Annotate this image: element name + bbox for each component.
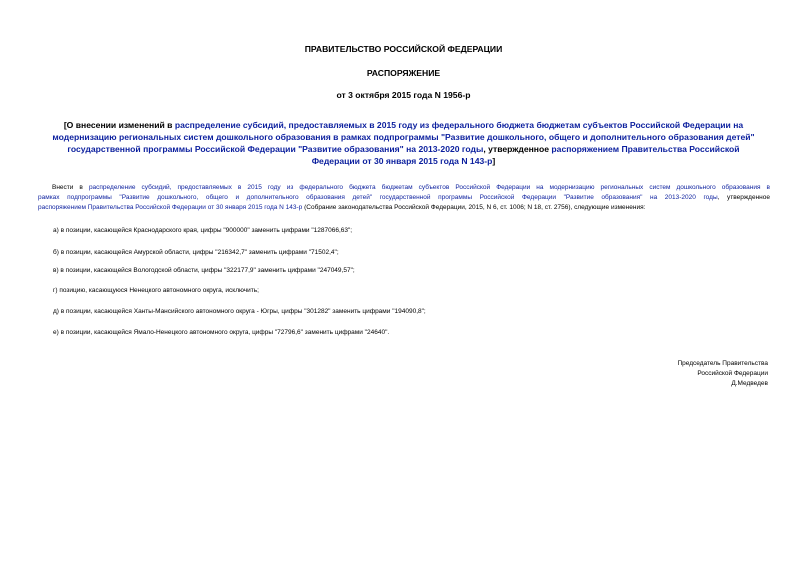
title-line-3	[38, 143, 769, 155]
title-line-4	[38, 155, 769, 167]
title-text: , утвержденное	[483, 144, 552, 154]
document-date-number: от 3 октября 2015 года N 1956-р	[336, 90, 471, 100]
title-line-1	[38, 119, 769, 131]
intro-link-distribution-cont[interactable]: рамках подпрограммы "Развитие дошкольного, общего и дополнительного образования детей" государственной программы Российской Федерации "Развитие образования" на 2013-2020 годы	[38, 193, 718, 201]
signatory-name: Д.Медведев	[731, 380, 768, 387]
intro-line-2	[38, 193, 770, 203]
intro-line-3	[38, 203, 770, 213]
intro-paragraph	[38, 183, 770, 212]
title-link-distribution-cont[interactable]: модернизацию региональных систем дошкольного образования в рамках подпрограммы "Развитие дошкольного, общего и дополнительного образования детей"	[52, 132, 755, 142]
intro-link-distribution[interactable]: распределение субсидий, предоставляемых в 2015 году из федерального бюджета бюджетам субъектов Российской Федерации на модернизацию региональных систем дошкольного образования в	[88, 184, 770, 191]
document-title	[38, 119, 769, 167]
signatory-position: Председатель Правительства	[677, 360, 768, 367]
title-link-order-cont[interactable]: Федерации от 30 января 2015 года N 143-р	[311, 156, 493, 166]
amendment-item: д) в позиции, касающейся Ханты-Мансийского автономного округа - Югры, цифры "301282" заменить цифрами "194090,8";	[53, 308, 426, 315]
title-link-program[interactable]: государственной программы Российской Федерации "Развитие образования" на 2013-2020 годы	[67, 144, 484, 154]
amendment-item: г) позицию, касающуюся Ненецкого автономного округа, исключить;	[53, 287, 259, 294]
title-link-distribution[interactable]: распределение субсидий, предоставляемых в 2015 году из федерального бюджета бюджетам субъектов Российской Федерации на	[174, 120, 744, 130]
amendment-item: а) в позиции, касающейся Краснодарского края, цифры "900000" заменить цифрами "1287066,63";	[53, 227, 353, 234]
signatory-position-cont: Российской Федерации	[697, 370, 768, 377]
intro-line-1	[38, 183, 770, 193]
amendment-item: б) в позиции, касающейся Амурской области, цифры "216342,7" заменить цифрами "71502,4";	[53, 249, 339, 256]
amendment-item: в) в позиции, касающейся Вологодской области, цифры "322177,9" заменить цифрами "247049,57";	[53, 267, 355, 274]
intro-text: (Собрание законодательства Российской Федерации, 2015, N 6, ст. 1006; N 18, ст. 2756), следующие изменения:	[302, 203, 646, 211]
government-name: ПРАВИТЕЛЬСТВО РОССИЙСКОЙ ФЕДЕРАЦИИ	[304, 44, 503, 54]
intro-link-order[interactable]: распоряжением Правительства Российской Федерации от 30 января 2015 года N 143-р	[38, 203, 303, 211]
document-type: РАСПОРЯЖЕНИЕ	[366, 68, 441, 78]
intro-text: , утвержденное	[717, 193, 770, 201]
title-link-order[interactable]: распоряжением Правительства Российской	[551, 144, 740, 154]
title-text: [О внесении изменений в	[63, 120, 175, 130]
title-text: ]	[492, 156, 496, 166]
amendment-item: е) в позиции, касающейся Ямало-Ненецкого автономного округа, цифры "72796,6" заменить цифрами "24640".	[53, 329, 390, 336]
intro-text: Внести в	[52, 184, 89, 191]
